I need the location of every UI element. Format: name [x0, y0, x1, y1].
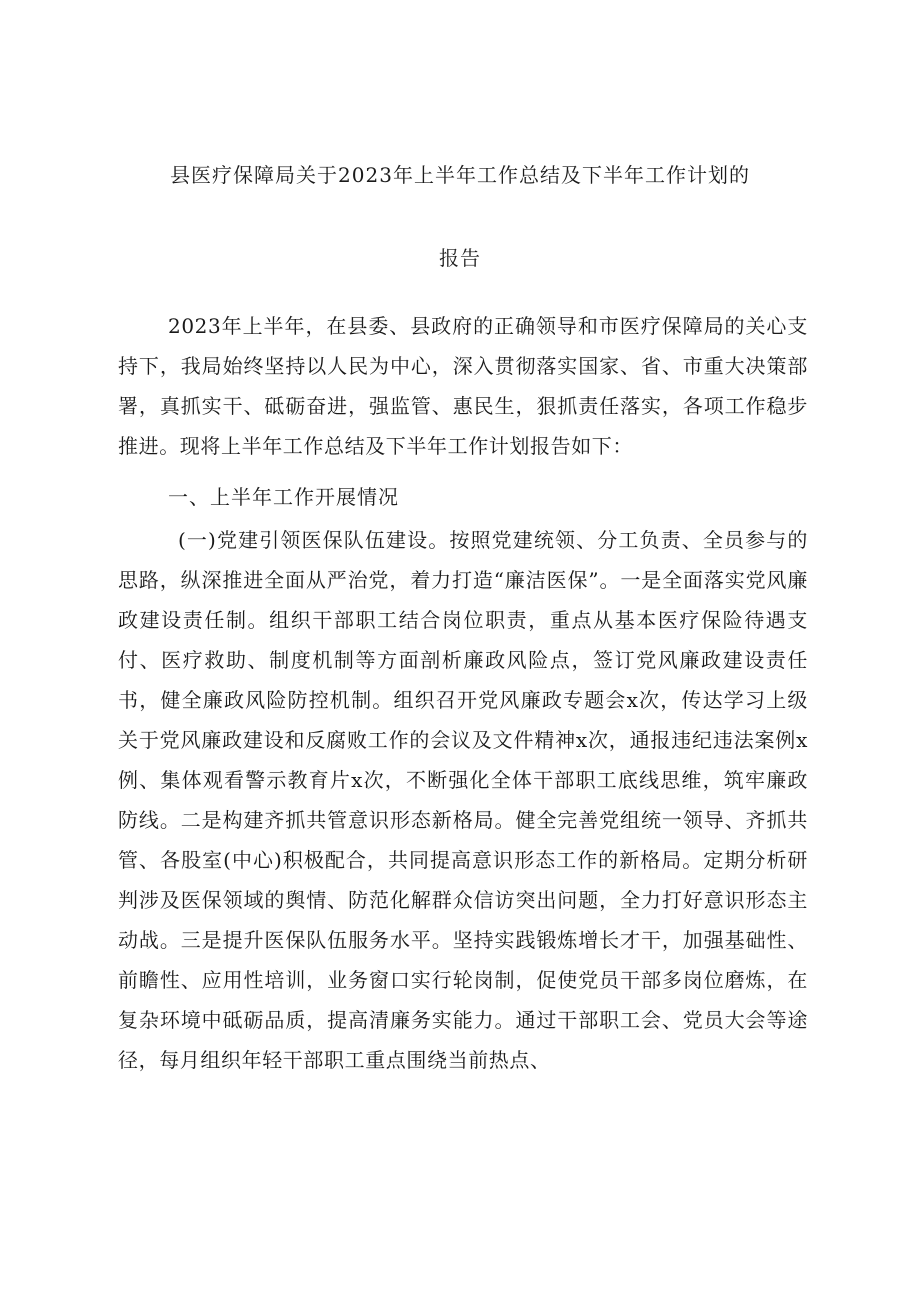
section-1-paragraph: (一)党建引领医保队伍建设。按照党建统领、分工负责、全员参与的思路，纵深推进全面从严治党，着力打造“廉洁医保”。一是全面落实党风廉政建设责任制。组织干部职工结合岗位职责，重点从基本医疗保险待遇支付、医疗救助、制度机制等方面剖析廉政风险点，签订党风廉政建设责任书，健全廉政风险防控机制。组织召开党风廉政专题会x次，传达学习上级关于党风廉政建设和反腐败工作的会议及文件精神x次，通报违纪违法案例x例、集体观看警示教育片x次，不断强化全体干部职工底线思维，筑牢廉政防线。二是构建齐抓共管意识形态新格局。健全完善党组统一领导、齐抓共管、各股室(中心)积极配合，共同提高意识形态工作的新格局。定期分析研判涉及医保领域的舆情、防范化解群众信访突出问题，全力打好意识形态主动战。三是提升医保队伍服务水平。坚持实践锻炼增长才干，加强基础性、前瞻性、应用性培训，业务窗口实行轮岗制，促使党员干部多岗位磨炼，在复杂环境中砥砺品质，提高清廉务实能力。通过干部职工会、党员大会等途径，每月组织年轻干部职工重点围绕当前热点、	[118, 528, 808, 1072]
document-title-line-2: 报告	[439, 246, 481, 270]
intro-paragraph: 2023年上半年，在县委、县政府的正确领导和市医疗保障局的关心支持下，我局始终坚持以人民为中心，深入贯彻落实国家、省、市重大决策部署，真抓实干、砥砺奋进，强监管、惠民生，狠抓责任落实，各项工作稳步推进。现将上半年工作总结及下半年工作计划报告如下：	[118, 314, 808, 458]
section-heading-1: 一、上半年工作开展情况	[168, 485, 399, 509]
document-title-line-1: 县医疗保障局关于2023年上半年工作总结及下半年工作计划的	[170, 163, 750, 187]
